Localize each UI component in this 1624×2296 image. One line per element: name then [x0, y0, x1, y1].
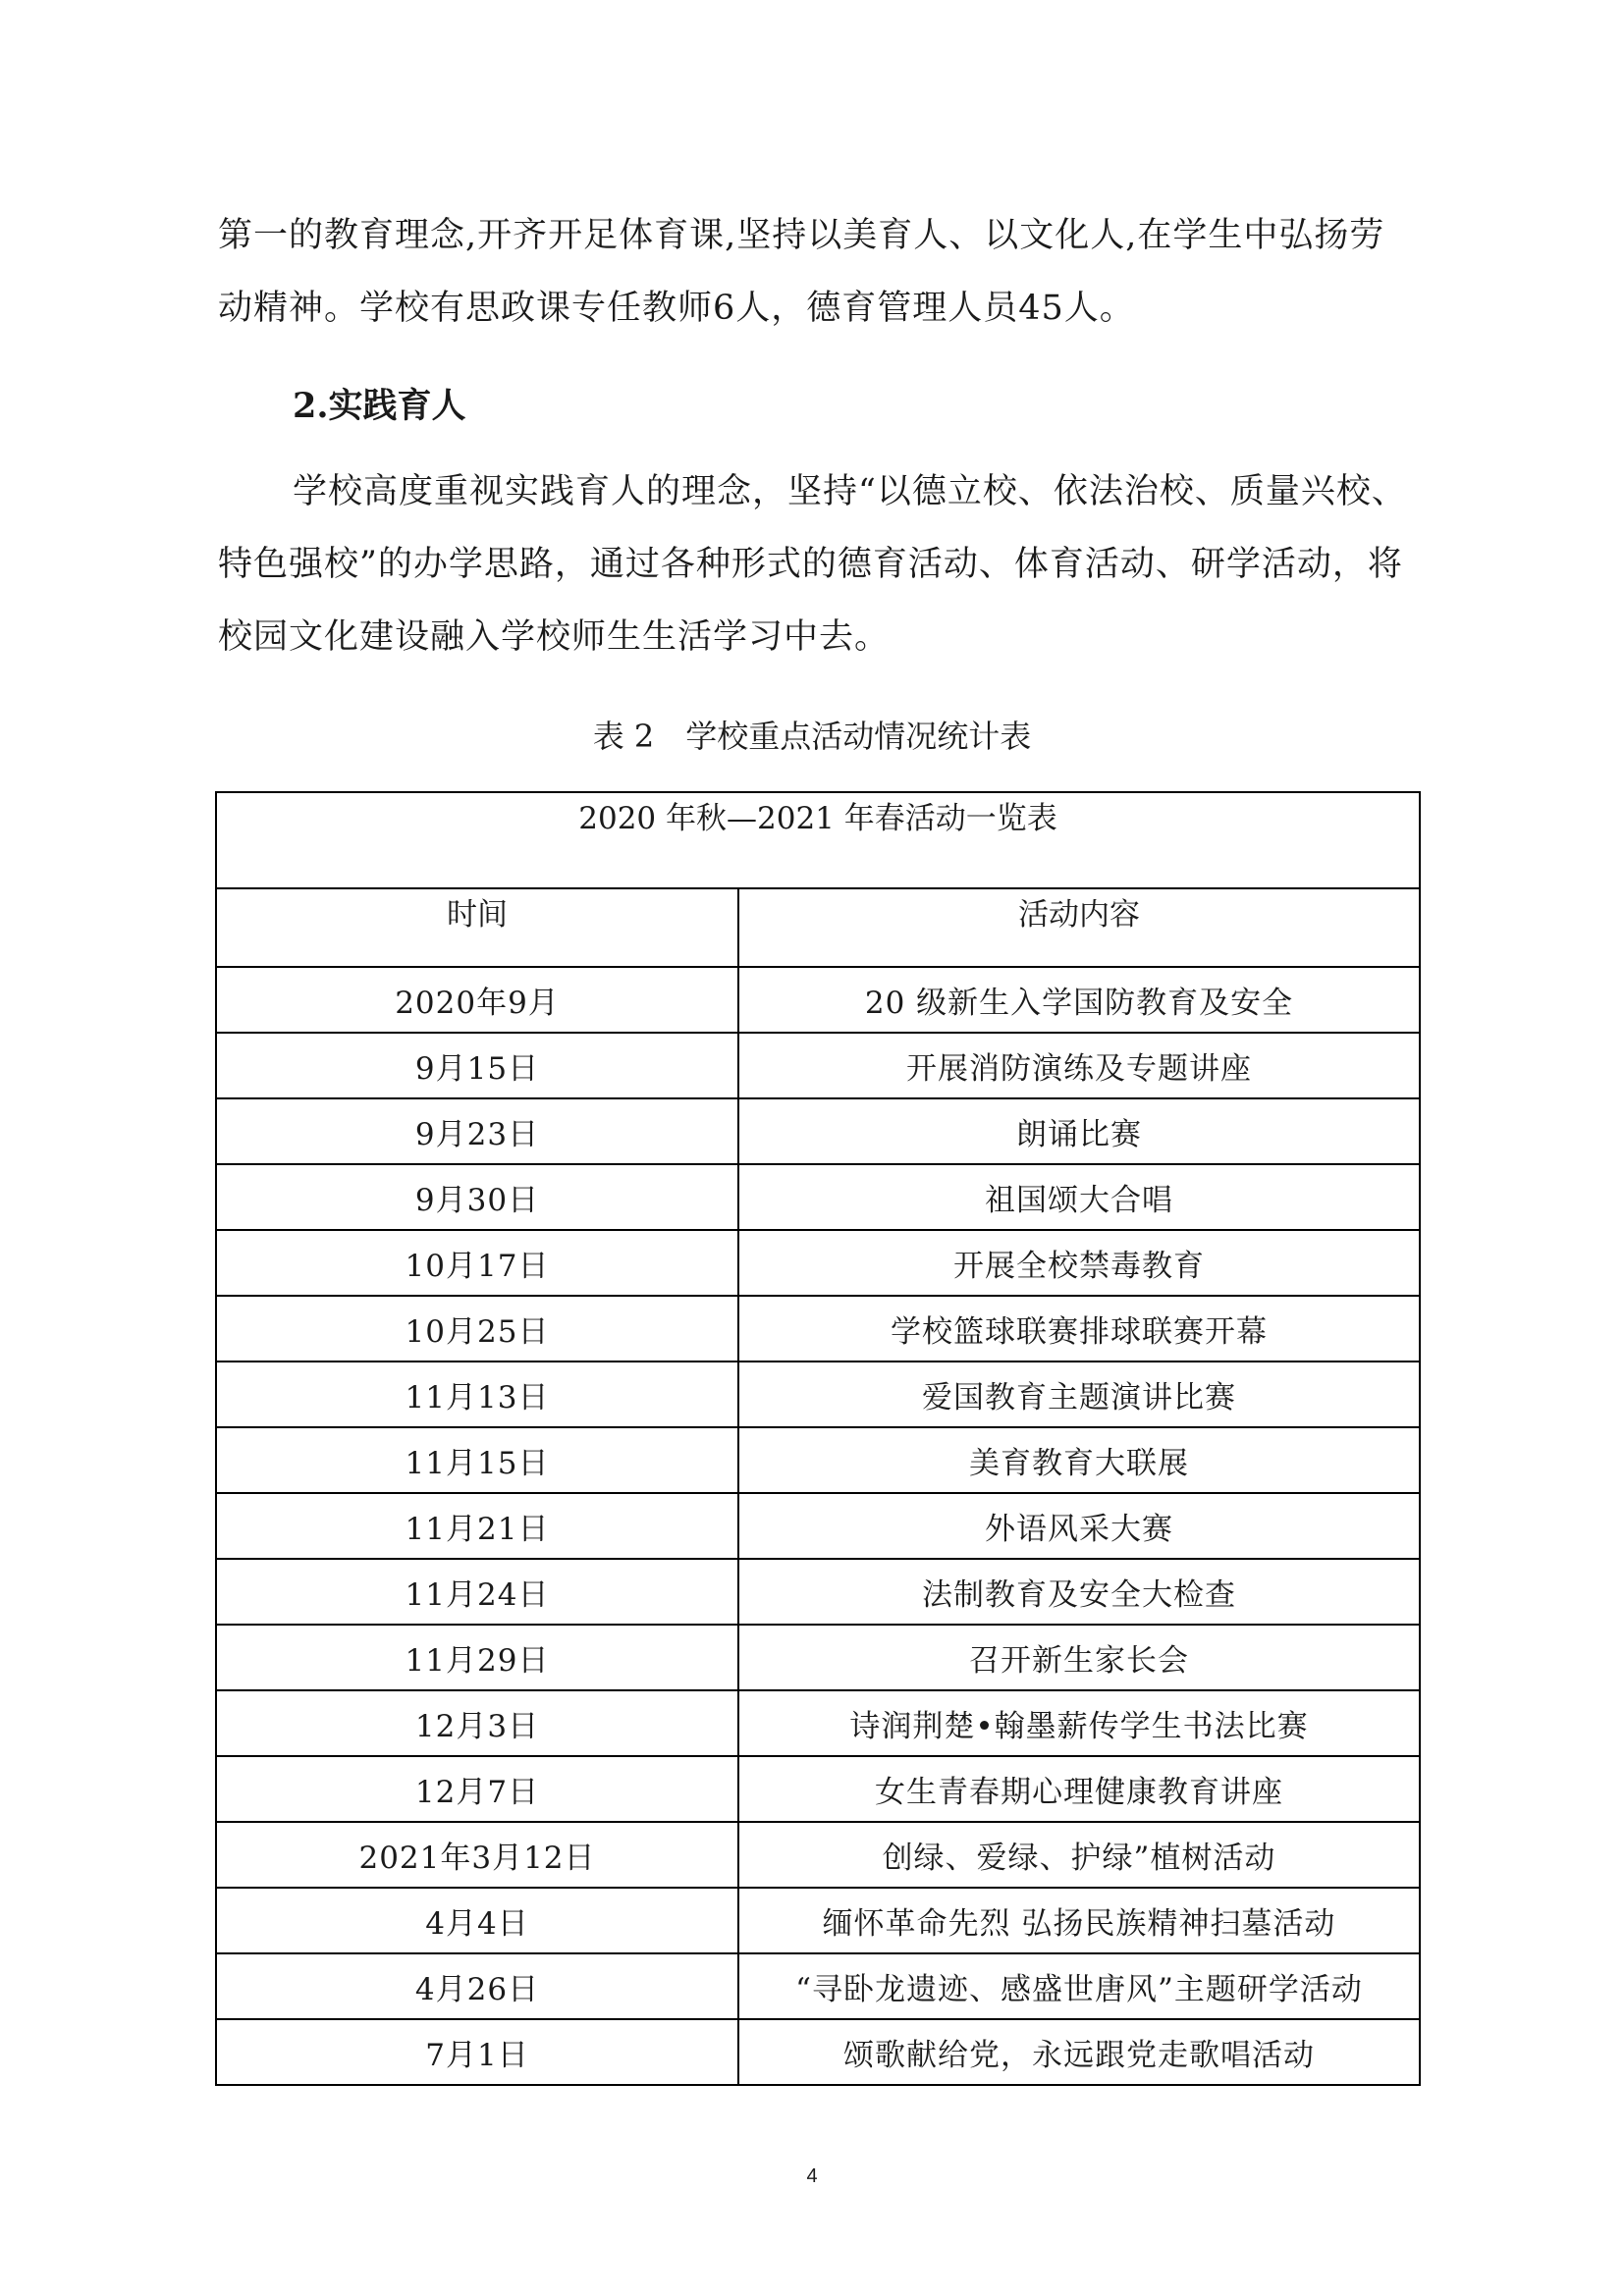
cell-date: 4月4日 — [216, 1888, 738, 1953]
cell-activity: 召开新生家长会 — [738, 1625, 1420, 1690]
table-title: 2020 年秋—2021 年春活动一览表 — [216, 792, 1420, 888]
table-row — [216, 2019, 1420, 2085]
table-row — [216, 1559, 1420, 1625]
cell-activity: 颂歌献给党，永远跟党走歌唱活动 — [738, 2019, 1420, 2085]
cell-activity: 创绿、爱绿、护绿”植树活动 — [738, 1822, 1420, 1888]
table-row — [216, 1822, 1420, 1888]
cell-date: 7月1日 — [216, 2019, 738, 2085]
cell-activity: 开展全校禁毒教育 — [738, 1230, 1420, 1296]
cell-date: 11月13日 — [216, 1362, 738, 1427]
table-header-row — [216, 888, 1420, 967]
cell-date: 11月21日 — [216, 1493, 738, 1559]
section-heading: 2.实践育人 — [293, 386, 466, 426]
cell-date: 11月24日 — [216, 1559, 738, 1625]
cell-activity: 女生青春期心理健康教育讲座 — [738, 1756, 1420, 1822]
cell-date: 11月15日 — [216, 1427, 738, 1493]
cell-date: 9月15日 — [216, 1033, 738, 1098]
cell-date: 9月30日 — [216, 1164, 738, 1230]
table-row — [216, 1230, 1420, 1296]
table-row — [216, 1164, 1420, 1230]
activities-table — [215, 791, 1421, 2086]
cell-activity: 学校篮球联赛排球联赛开幕 — [738, 1296, 1420, 1362]
cell-activity: 外语风采大赛 — [738, 1493, 1420, 1559]
cell-date: 12月3日 — [216, 1690, 738, 1756]
column-header-date: 时间 — [216, 888, 738, 967]
cell-activity: 开展消防演练及专题讲座 — [738, 1033, 1420, 1098]
column-header-activity: 活动内容 — [738, 888, 1420, 967]
cell-activity: 爱国教育主题演讲比赛 — [738, 1362, 1420, 1427]
table-row — [216, 1888, 1420, 1953]
page-number: 4 — [806, 2165, 818, 2187]
cell-activity: 20 级新生入学国防教育及安全 — [738, 967, 1420, 1033]
table-caption: 表 2 学校重点活动情况统计表 — [592, 718, 1032, 755]
cell-date: 11月29日 — [216, 1625, 738, 1690]
table-row — [216, 1296, 1420, 1362]
cell-date: 2020年9月 — [216, 967, 738, 1033]
cell-activity: 朗诵比赛 — [738, 1098, 1420, 1164]
cell-date: 10月25日 — [216, 1296, 738, 1362]
table-row — [216, 967, 1420, 1033]
table-row — [216, 1953, 1420, 2019]
body-paragraph-2: 学校高度重视实践育人的理念，坚持“以德立校、依法治校、质量兴校、特色强校”的办学思路，通过各种形式的德育活动、体育活动、研学活动，将校园文化建设融入学校师生生活学习中去。 — [218, 472, 1407, 657]
table-row — [216, 1690, 1420, 1756]
cell-date: 2021年3月12日 — [216, 1822, 738, 1888]
cell-activity: 法制教育及安全大检查 — [738, 1559, 1420, 1625]
cell-activity: 缅怀革命先烈 弘扬民族精神扫墓活动 — [738, 1888, 1420, 1953]
body-paragraph-1: 第一的教育理念,开齐开足体育课,坚持以美育人、以文化人,在学生中弘扬劳动精神。学校有思政课专任教师6人，德育管理人员45人。 — [218, 216, 1385, 328]
table-row — [216, 1625, 1420, 1690]
table-row — [216, 1098, 1420, 1164]
table-title-row — [216, 792, 1420, 888]
cell-activity: 美育教育大联展 — [738, 1427, 1420, 1493]
cell-activity: “寻卧龙遗迹、感盛世唐风”主题研学活动 — [738, 1953, 1420, 2019]
table-row — [216, 1033, 1420, 1098]
cell-activity: 诗润荆楚•翰墨薪传学生书法比赛 — [738, 1690, 1420, 1756]
table-row — [216, 1756, 1420, 1822]
table-row — [216, 1362, 1420, 1427]
cell-date: 9月23日 — [216, 1098, 738, 1164]
cell-date: 4月26日 — [216, 1953, 738, 2019]
cell-date: 10月17日 — [216, 1230, 738, 1296]
cell-date: 12月7日 — [216, 1756, 738, 1822]
table-row — [216, 1493, 1420, 1559]
table-row — [216, 1427, 1420, 1493]
cell-activity: 祖国颂大合唱 — [738, 1164, 1420, 1230]
